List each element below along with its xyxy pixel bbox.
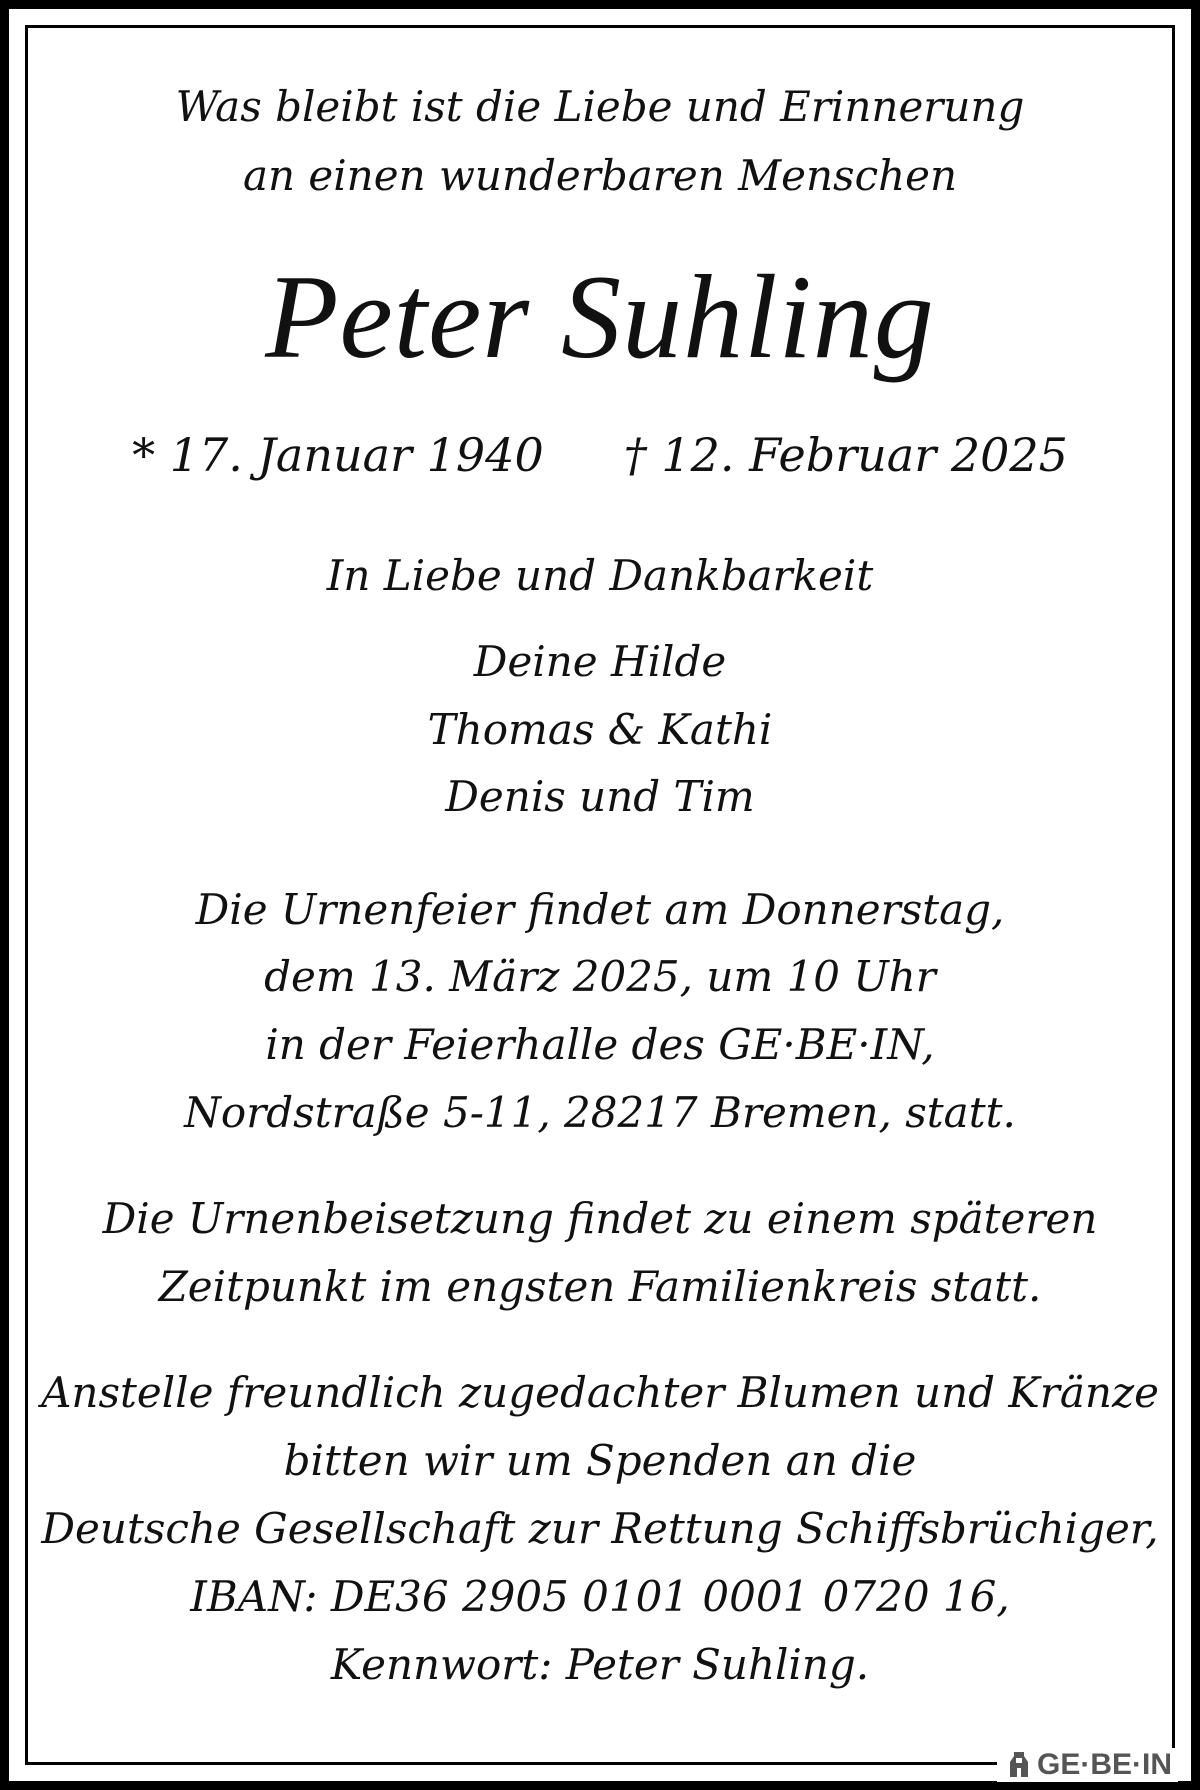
- donation-line-3: Deutsche Gesellschaft zur Rettung Schiffsbrüchiger,: [41, 1504, 1159, 1553]
- death-date: † 12. Februar 2025: [623, 428, 1068, 482]
- deceased-name: Peter Suhling: [265, 250, 935, 383]
- donation-line-1: Anstelle freundlich zugedachter Blumen und Kränze: [41, 1368, 1159, 1417]
- burial-line-2: Zeitpunkt im engsten Familienkreis statt.: [158, 1262, 1042, 1311]
- ceremony-line-4: Nordstraße 5-11, 28217 Bremen, statt.: [184, 1088, 1016, 1137]
- ceremony-line-1: Die Urnenfeier findet am Donnerstag,: [195, 885, 1005, 934]
- mourner-line-3: Denis und Tim: [445, 772, 755, 821]
- ceremony-line-2: dem 13. März 2025, um 10 Uhr: [264, 952, 936, 1001]
- motto-line-2: an einen wunderbaren Menschen: [242, 151, 958, 200]
- gebein-logo: [997, 1748, 1178, 1782]
- life-dates: [0, 428, 1200, 482]
- farewell-line: In Liebe und Dankbarkeit: [326, 551, 874, 600]
- donation-line-4: IBAN: DE36 2905 0101 0001 0720 16,: [190, 1572, 1010, 1621]
- donation-line-5: Kennwort: Peter Suhling.: [330, 1640, 870, 1689]
- donation-line-2: bitten wir um Spenden an die: [283, 1436, 917, 1485]
- mourner-line-2: Thomas & Kathi: [427, 705, 773, 754]
- burial-line-1: Die Urnenbeisetzung findet zu einem späteren: [102, 1194, 1098, 1243]
- ceremony-line-3: in der Feierhalle des GE·BE·IN,: [265, 1020, 935, 1069]
- gebein-logo-text: GE·BE·IN: [1037, 1748, 1172, 1781]
- mourner-line-1: Deine Hilde: [473, 637, 727, 686]
- birth-date: * 17. Januar 1940: [132, 428, 544, 482]
- gebein-logo-icon: [1007, 1752, 1031, 1778]
- motto-line-1: Was bleibt ist die Liebe und Erinnerung: [175, 82, 1025, 131]
